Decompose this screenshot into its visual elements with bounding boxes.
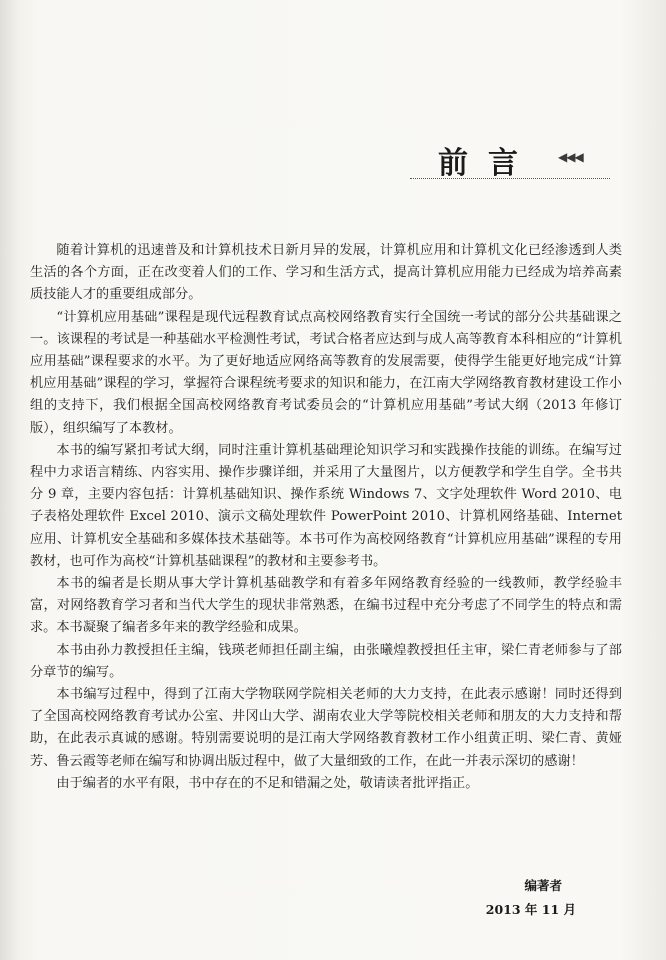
signature-block <box>486 874 576 922</box>
signature-date: 2013 年 11 月 <box>485 902 576 917</box>
title-divider <box>410 178 610 179</box>
paragraph: 本书编写过程中，得到了江南大学物联网学院相关老师的大力支持，在此表示感谢！同时还得到了全国高校网络教育考试办公室、井冈山大学、湖南农业大学等院校相关老师和朋友的大力支持和帮助，在此表示真诚的感谢。特别需要说明的是江南大学网络教育教材工作小组黄正明、梁仁青、黄娅芳、鲁云霞等老师在编写和协调出版过程中，做了大量细致的工作，在此一并表示深切的感谢！ <box>30 687 622 769</box>
page-edge-shadow <box>0 0 18 960</box>
preface-header <box>410 138 610 182</box>
paragraph: 本书的编写紧扣考试大纲，同时注重计算机基础理论知识学习和实践操作技能的训练。在编写过程中力求语言精练、内容实用、操作步骤详细，并采用了大量图片，以方便教学和学生自学。全书共分 9 章，主要内容包括：计算机基础知识、操作系统 Windows 7、文字处理软件 Word 2010、电子表格处理软件 Excel 2010、演示文稿处理软件 PowerPoint 2010、计算机网络基础、Internet 应用、计算机安全基础和多媒体技术基础等。本书可作为高校网络教育“计算机应用基础”课程的专用教材，也可作为高校“计算机基础课程”的教材和主要参考书。 <box>30 442 622 569</box>
preface-body <box>30 240 622 795</box>
page-title: 前言 <box>438 146 538 181</box>
paragraph: 本书由孙力教授担任主编，钱瑛老师担任副主编，由张曦煌教授担任主审，梁仁青老师参与了部分章节的编写。 <box>30 642 622 680</box>
signature-author: 编著者 <box>524 878 562 893</box>
paragraph: “计算机应用基础”课程是现代远程教育试点高校网络教育实行全国统一考试的部分公共基础课之一。该课程的考试是一种基础水平检测性考试，考试合格者应达到与成人高等教育本科相应的“计算机应用基础”课程要求的水平。为了更好地适应网络高等教育的发展需要，使得学生能更好地完成“计算机应用基础”课程的学习，掌握符合课程统考要求的知识和能力，在江南大学网络教育教材建设工作小组的支持下，我们根据全国高校网络教育考试委员会的“计算机应用基础”考试大纲（2013 年修订版），组织编写了本教材。 <box>30 309 622 436</box>
paragraph: 由于编者的水平有限，书中存在的不足和错漏之处，敬请读者批评指正。 <box>56 775 479 791</box>
paragraph: 随着计算机的迅速普及和计算机技术日新月异的发展，计算机应用和计算机文化已经渗透到人类生活的各个方面，正在改变着人们的工作、学习和生活方式，提高计算机应用能力已经成为培养高素质技能人才的重要组成部分。 <box>30 243 622 303</box>
triangle-arrows-icon: ◀◀◀ <box>558 150 583 164</box>
paragraph: 本书的编者是长期从事大学计算机基础教学和有着多年网络教育经验的一线教师，教学经验丰富，对网络教育学习者和当代大学生的现状非常熟悉，在编书过程中充分考虑了不同学生的特点和需求。本书凝聚了编者多年来的教学经验和成果。 <box>30 576 622 636</box>
